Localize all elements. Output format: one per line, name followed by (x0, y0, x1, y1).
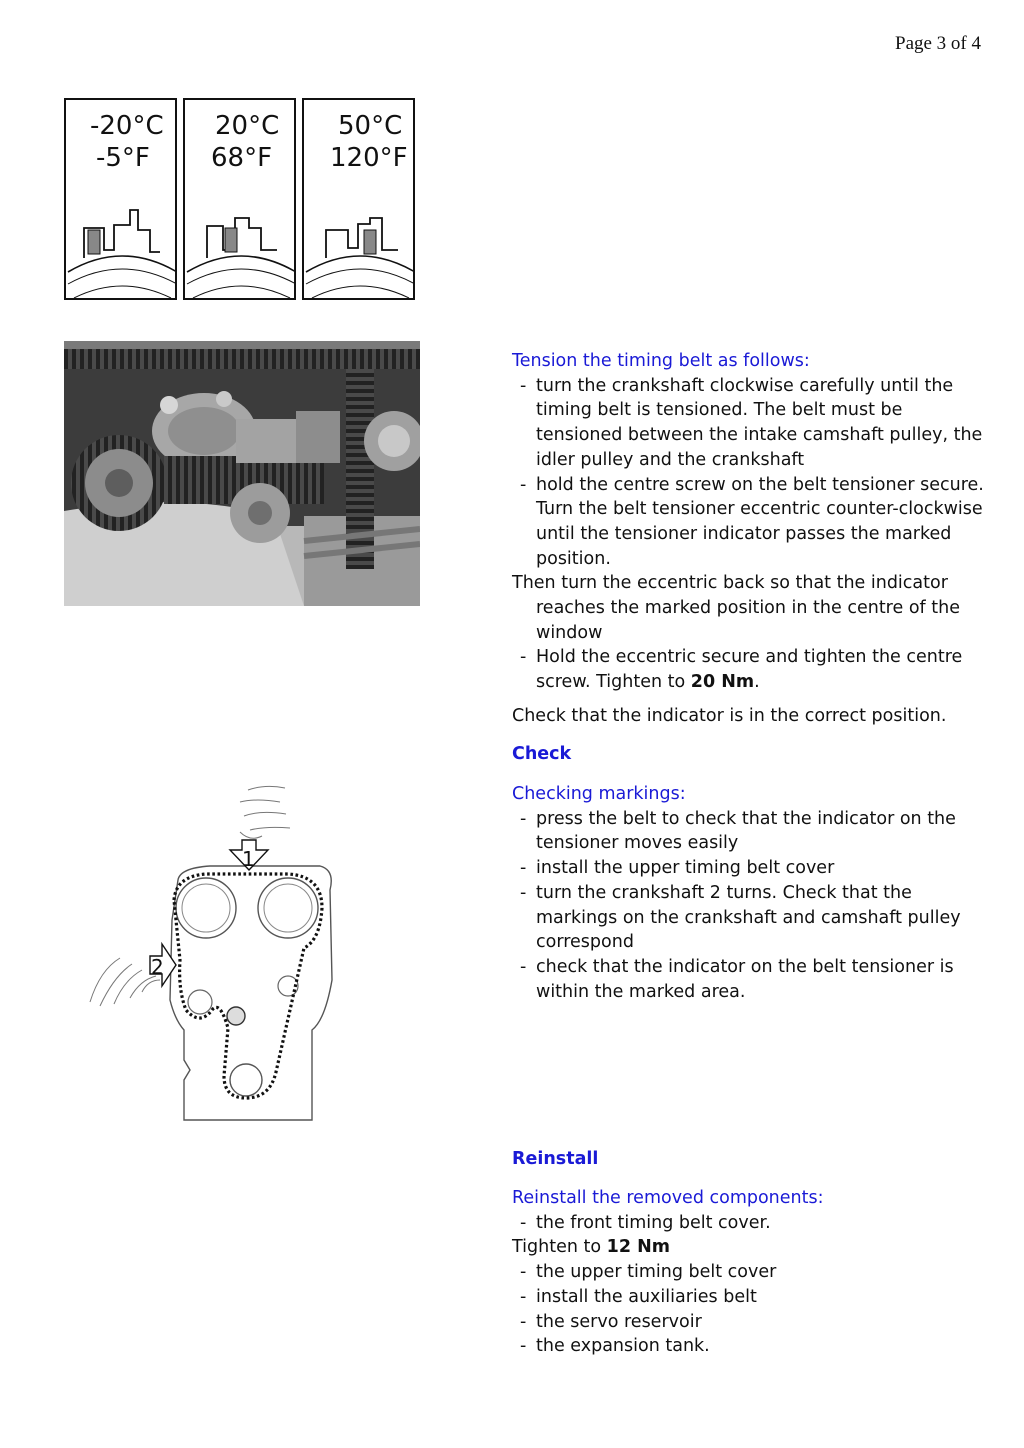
belt-diagram-graphic (80, 780, 440, 1130)
list-item: - install the auxiliaries belt (512, 1285, 987, 1310)
tensioner-indicator-icon (185, 100, 296, 300)
list-item: - turn the crankshaft 2 turns. Check that the markings on the crankshaft and camshaft pulley correspond (520, 882, 961, 953)
tension-section (512, 349, 987, 729)
dash: - (520, 882, 527, 903)
dash: - (520, 1336, 527, 1357)
list-item: - turn the crankshaft clockwise carefully until the timing belt is tensioned. The belt must be tensioned between the intake camshaft pulley, the idler pulley and the crankshaft (520, 375, 983, 470)
arrow-1-label: 1 (242, 847, 255, 871)
dash: - (520, 808, 527, 829)
list-item: - hold the centre screw on the belt tensioner secure. Turn the belt tensioner eccentric counter-clockwise until the tensioner indicator passes the marked position. (520, 474, 984, 569)
tension-heading: Tension the timing belt as follows: (512, 351, 810, 371)
reinstall-section (512, 1186, 987, 1359)
temp-celsius: 50°C (338, 111, 403, 141)
tensioner-indicator-icon (66, 100, 177, 300)
tighten-line: Tighten to 12 Nm (512, 1237, 670, 1258)
list-item: - the servo reservoir (512, 1310, 987, 1335)
temp-panel-cold (64, 98, 177, 300)
dash: - (520, 858, 527, 879)
arrow-2-label: 2 (151, 955, 164, 979)
dash: - (520, 1212, 527, 1233)
temp-fahrenheit: 68°F (211, 143, 273, 173)
engine-timing-belt-photo (64, 341, 420, 606)
check-heading: Checking markings: (512, 784, 686, 804)
temp-panel-normal (183, 98, 296, 300)
tensioner-indicator-icon (304, 100, 415, 300)
list-item: - press the belt to check that the indicator on the tensioner moves easily (520, 808, 956, 854)
torque-value: 20 Nm (690, 672, 755, 693)
check-title: Check (512, 744, 572, 764)
check-section (512, 782, 987, 1004)
dash: - (520, 474, 527, 495)
temp-celsius: -20°C (90, 111, 164, 141)
dash: - (520, 1286, 527, 1307)
then-line: Then turn the eccentric back so that the indicator (512, 573, 948, 594)
reinstall-heading: Reinstall the removed components: (512, 1188, 824, 1208)
list-item: - the expansion tank. (512, 1334, 987, 1359)
dash: - (520, 375, 527, 396)
dash: - (520, 1311, 527, 1332)
check-note: Check that the indicator is in the correct position. (512, 705, 947, 726)
dash: - (520, 647, 527, 668)
temp-celsius: 20°C (215, 111, 280, 141)
page-number: Page 3 of 4 (895, 33, 982, 54)
temp-fahrenheit: 120°F (330, 143, 408, 173)
dash: - (520, 956, 527, 977)
then-line-continued: reaches the marked position in the centre of the window (536, 598, 960, 643)
dash: - (520, 1262, 527, 1283)
temp-panel-hot (302, 98, 415, 300)
engine-photo-graphic (64, 341, 420, 606)
temp-fahrenheit: -5°F (96, 143, 150, 173)
list-item: - the upper timing belt cover (512, 1260, 987, 1285)
reinstall-title: Reinstall (512, 1149, 599, 1169)
torque-value: 12 Nm (606, 1237, 670, 1258)
list-item: - check that the indicator on the belt tensioner is within the marked area. (520, 956, 954, 1002)
list-item: - Hold the eccentric secure and tighten the centre screw. Tighten to 20 Nm. (520, 647, 963, 693)
list-item: - install the upper timing belt cover (512, 856, 987, 881)
timing-belt-check-diagram (80, 780, 440, 1130)
list-item: - the front timing belt cover. (512, 1211, 987, 1236)
